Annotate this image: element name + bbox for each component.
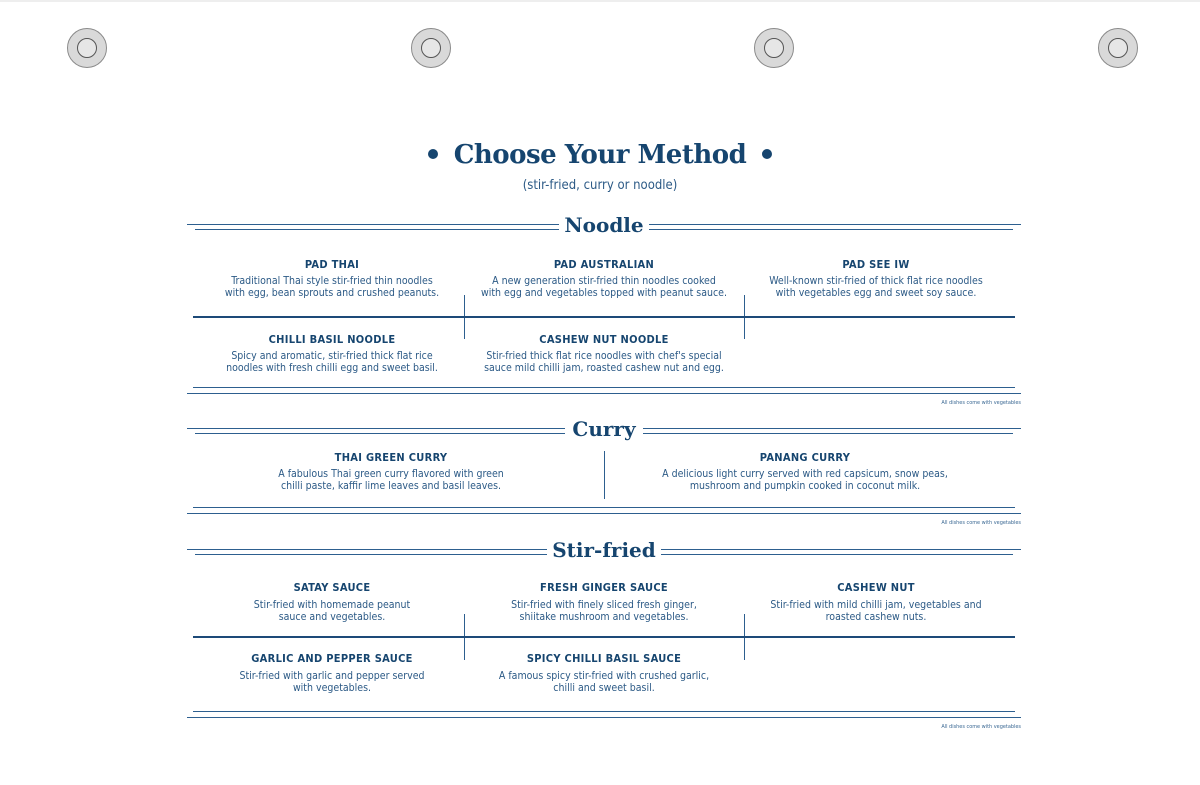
dish-name: CHILLI BASIL NOODLE — [268, 333, 396, 346]
section-heading-curry — [187, 417, 1021, 448]
dish-name: PAD SEE IW — [842, 258, 910, 271]
binder-hole-icon — [754, 28, 794, 68]
dish-name: PAD AUSTRALIAN — [553, 258, 655, 271]
section-heading-stirfried — [187, 538, 1021, 569]
bullet-icon — [428, 149, 438, 159]
section-bottom-rule — [187, 717, 1021, 718]
dish-description: Stir-fried with finely sliced fresh ginger, shiitake mushroom and vegetables. — [511, 599, 697, 623]
dish-description: Stir-fried with garlic and pepper served with vegetables. — [239, 670, 425, 694]
vegetables-note: All dishes come with vegetables — [941, 724, 1021, 730]
row-divider — [193, 636, 1015, 638]
dish-name: CASHEW NUT NOODLE — [539, 333, 669, 346]
section-title: Noodle — [564, 213, 644, 237]
bullet-icon — [762, 149, 772, 159]
dish-name: THAI GREEN CURRY — [334, 451, 448, 464]
vegetables-note: All dishes come with vegetables — [941, 400, 1021, 406]
dish-description: Traditional Thai style stir-fried thin noodles with egg, bean sprouts and crushed peanuts. — [224, 275, 440, 299]
dish-name: PAD THAI — [304, 258, 360, 271]
section-title: Stir-fried — [552, 538, 656, 562]
row-divider — [193, 316, 1015, 318]
section-title: Curry — [572, 417, 636, 441]
section-heading-noodle — [187, 213, 1021, 244]
vegetables-note: All dishes come with vegetables — [941, 520, 1021, 526]
section-bottom-rule — [187, 513, 1021, 514]
dish-name: FRESH GINGER SAUCE — [540, 581, 668, 594]
dish-description: Spicy and aromatic, stir-fried thick flat rice noodles with fresh chilli egg and sweet basil. — [226, 350, 438, 374]
dish-name: SATAY SAUCE — [293, 581, 371, 594]
page-title-text: Choose Your Method — [453, 140, 747, 170]
dish-name: CASHEW NUT — [837, 581, 915, 594]
binder-hole-icon — [67, 28, 107, 68]
dish-description: A delicious light curry served with red capsicum, snow peas, mushroom and pumpkin cooked in coconut milk. — [662, 468, 948, 492]
binder-hole-icon — [1098, 28, 1138, 68]
dish-description: A new generation stir-fried thin noodles cooked with egg and vegetables topped with peanut sauce. — [480, 275, 727, 299]
dish-description: A famous spicy stir-fried with crushed garlic, chilli and sweet basil. — [498, 670, 710, 694]
dish-description: Stir-fried with mild chilli jam, vegetables and roasted cashew nuts. — [770, 599, 982, 623]
dish-description: Stir-fried with homemade peanut sauce and vegetables. — [253, 599, 411, 623]
dish-name: GARLIC AND PEPPER SAUCE — [251, 652, 413, 665]
binder-hole-icon — [411, 28, 451, 68]
section-bottom-rule — [193, 711, 1015, 712]
section-bottom-rule — [193, 507, 1015, 508]
dish-name: SPICY CHILLI BASIL SAUCE — [526, 652, 682, 665]
dish-description: Stir-fried thick flat rice noodles with chef's special sauce mild chilli jam, roasted cashew nut and egg. — [484, 350, 724, 374]
dish-description: Well-known stir-fried of thick flat rice noodles with vegetables egg and sweet soy sauce. — [769, 275, 983, 299]
section-bottom-rule — [187, 393, 1021, 394]
top-edge — [0, 0, 1200, 2]
page-subtitle: (stir-fried, curry or noodle) — [522, 178, 678, 193]
page-title — [0, 140, 1200, 170]
dish-description: A fabulous Thai green curry flavored with green chilli paste, kaffir lime leaves and basil leaves. — [278, 468, 504, 492]
dish-name: PANANG CURRY — [759, 451, 851, 464]
section-bottom-rule — [193, 387, 1015, 388]
